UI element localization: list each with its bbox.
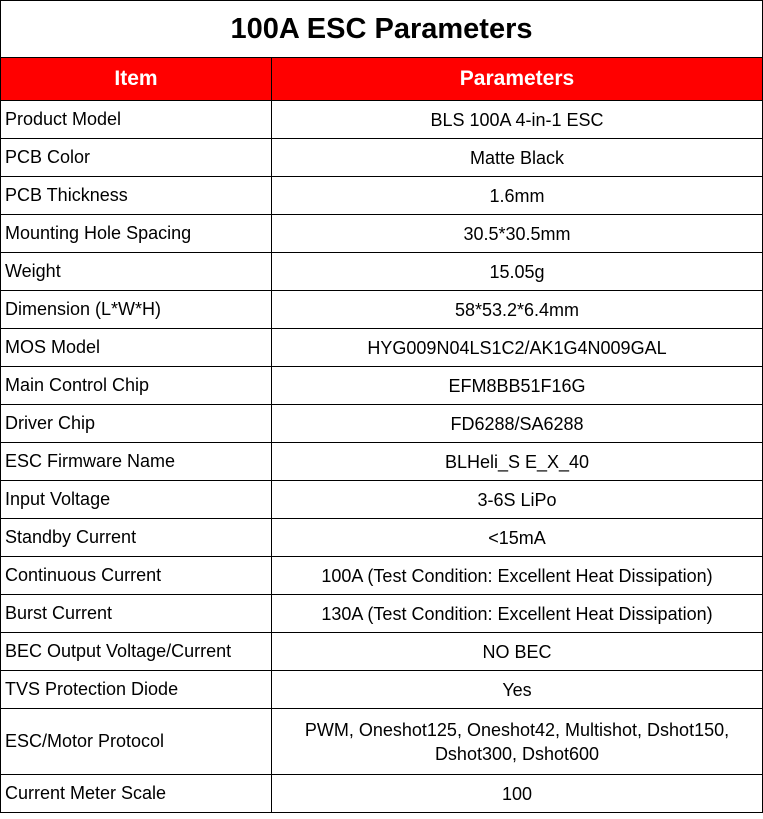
item-cell: PCB Thickness [1, 177, 272, 215]
table-row [1, 329, 763, 367]
value-cell: 100A (Test Condition: Excellent Heat Dissipation) [272, 557, 763, 595]
value-cell: Yes [272, 671, 763, 709]
table-row [1, 101, 763, 139]
table-row [1, 775, 763, 813]
table-row [1, 177, 763, 215]
table-row [1, 481, 763, 519]
item-cell: BEC Output Voltage/Current [1, 633, 272, 671]
table-row [1, 291, 763, 329]
table-row [1, 443, 763, 481]
value-cell: HYG009N04LS1C2/AK1G4N009GAL [272, 329, 763, 367]
value-cell: NO BEC [272, 633, 763, 671]
header-row [1, 58, 763, 101]
table-title: 100A ESC Parameters [1, 1, 763, 58]
value-cell: 30.5*30.5mm [272, 215, 763, 253]
value-cell: EFM8BB51F16G [272, 367, 763, 405]
value-cell: Matte Black [272, 139, 763, 177]
item-cell: Product Model [1, 101, 272, 139]
table-row [1, 519, 763, 557]
value-cell: FD6288/SA6288 [272, 405, 763, 443]
table-row [1, 557, 763, 595]
value-cell: BLS 100A 4-in-1 ESC [272, 101, 763, 139]
item-cell: Driver Chip [1, 405, 272, 443]
item-cell: MOS Model [1, 329, 272, 367]
column-header-item: Item [1, 58, 272, 101]
value-cell: 1.6mm [272, 177, 763, 215]
item-cell: Main Control Chip [1, 367, 272, 405]
value-cell: BLHeli_S E_X_40 [272, 443, 763, 481]
column-header-parameters: Parameters [272, 58, 763, 101]
table-row [1, 405, 763, 443]
value-cell: 130A (Test Condition: Excellent Heat Dissipation) [272, 595, 763, 633]
value-cell: 3-6S LiPo [272, 481, 763, 519]
item-cell: Current Meter Scale [1, 775, 272, 813]
table-row [1, 215, 763, 253]
value-cell: <15mA [272, 519, 763, 557]
item-cell: ESC/Motor Protocol [1, 709, 272, 775]
value-cell: 100 [272, 775, 763, 813]
value-cell: 15.05g [272, 253, 763, 291]
table-row [1, 633, 763, 671]
value-cell: 58*53.2*6.4mm [272, 291, 763, 329]
table-row [1, 709, 763, 775]
item-cell: Weight [1, 253, 272, 291]
title-row [1, 1, 763, 58]
item-cell: Burst Current [1, 595, 272, 633]
table-row [1, 595, 763, 633]
table-row [1, 253, 763, 291]
item-cell: Input Voltage [1, 481, 272, 519]
item-cell: Dimension (L*W*H) [1, 291, 272, 329]
value-cell: PWM, Oneshot125, Oneshot42, Multishot, Dshot150, Dshot300, Dshot600 [272, 709, 763, 775]
table-row [1, 671, 763, 709]
item-cell: ESC Firmware Name [1, 443, 272, 481]
item-cell: Continuous Current [1, 557, 272, 595]
table-row [1, 367, 763, 405]
item-cell: Standby Current [1, 519, 272, 557]
item-cell: TVS Protection Diode [1, 671, 272, 709]
item-cell: Mounting Hole Spacing [1, 215, 272, 253]
table-row [1, 139, 763, 177]
item-cell: PCB Color [1, 139, 272, 177]
